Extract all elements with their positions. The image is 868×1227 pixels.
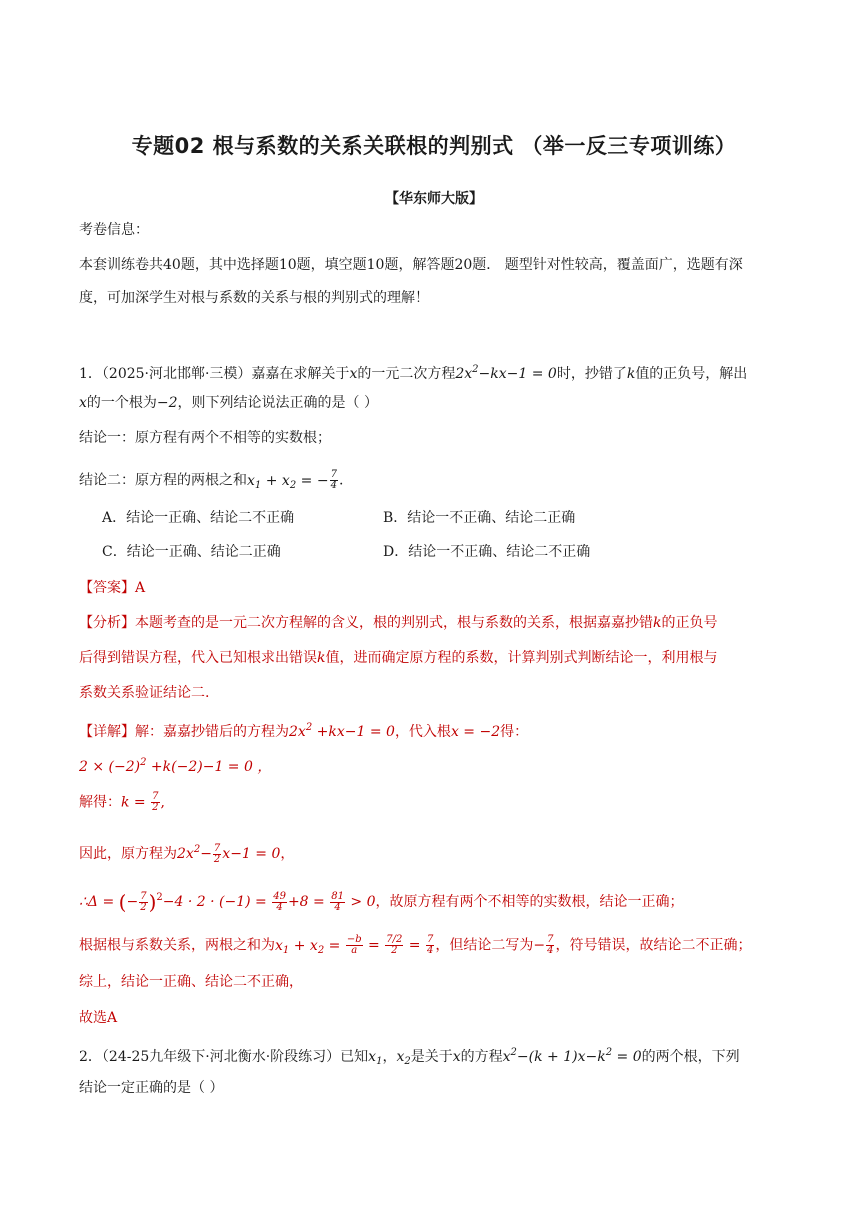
q1-analysis-2: 后得到错误方程，代入已知根求出错误k值，进而确定原方程的系数，计算判别式判断结论一，利用根与 [79,650,718,666]
q1-delta: ∴Δ = (− $\frac{7}{2}$ )$^2$−4 · 2 · (−1) = $\frac{49}{4}$ +8 = $\frac{81}{4}$ > 0，故原方程有两个不相等的实数根，结论一正确； [79,890,684,914]
info-line-1: 本套训练卷共40题，其中选择题10题，填空题10题，解答题20题． 题型针对性较高，覆盖面广，选题有深 [79,257,743,273]
q1-relation: 根据根与系数关系，两根之和为$x_1 + x_2$ = $\frac{-b}{a}$ = $\frac{7/2}{2}$ = $\frac{7}{4}$ ，但结论二写为− $\frac{7}{4}$ ，符号错误，故结论二不正确； [79,934,752,956]
q1-option-a[interactable]: A．结论一正确、结论二不正确 [102,510,295,526]
q2-line-1: 2．（24-25九年级下·河北衡水·阶段练习）已知$x_1$，$x_2$是关于x的方程$x^2-(k + 1)x-k^2 = 0$的两个根，下列 [79,1047,740,1067]
q1-detail-2: $2 \times (-2)^2 +k(-2)-1 = 0$ ， [79,757,272,775]
q1-option-c[interactable]: C．结论一正确、结论二正确 [102,544,281,560]
q1-solve: 解得：k = $\frac{7}{2}$ , [79,791,165,813]
q1-option-b[interactable]: B．结论一不正确、结论二正确 [383,510,576,526]
q1-analysis-1: 【分析】本题考查的是一元二次方程解的含义，根的判别式，根与系数的关系，根据嘉嘉抄错k的正负号 [79,615,718,631]
q1-summary: 综上，结论一正确、结论二不正确， [79,974,303,990]
q1-conclusion-2: 结论二：原方程的两根之和$x_1 + x_2$ = − $\frac{7}{4}$ . [79,469,344,491]
q1-line-1: 1．（2025·河北邯郸·三模）嘉嘉在求解关于x的一元二次方程$2x^2-kx-1 = 0$时，抄错了k值的正负号，解出 [79,364,748,382]
q1-conclusion-1: 结论一：原方程有两个不相等的实数根； [79,430,331,446]
q1-choice: 故选A [79,1010,118,1026]
info-label: 考卷信息： [79,222,149,238]
q1-analysis-3: 系数关系验证结论二. [79,685,210,701]
page-title: 专题02 根与系数的关系关联根的判别式 （举一反三专项训练） [131,134,737,158]
q1-detail-1: 【详解】解：嘉嘉抄错后的方程为$2x^2 +kx-1 = 0$，代入根x = −2得： [79,722,529,740]
q2-line-2: 结论一定正确的是（ ） [79,1080,224,1096]
q1-option-d[interactable]: D．结论一不正确、结论二不正确 [383,544,591,560]
q1-therefore: 因此，原方程为$2x^2-$ $\frac{7}{2}$ x−1 = 0， [79,842,295,865]
info-line-2: 度，可加深学生对根与系数的关系与根的判别式的理解！ [79,290,429,306]
q1-answer: 【答案】A [79,580,146,596]
q1-line-2: x的一个根为−2，则下列结论说法正确的是（ ） [79,395,378,411]
edition-label: 【华东师大版】 [385,191,483,207]
